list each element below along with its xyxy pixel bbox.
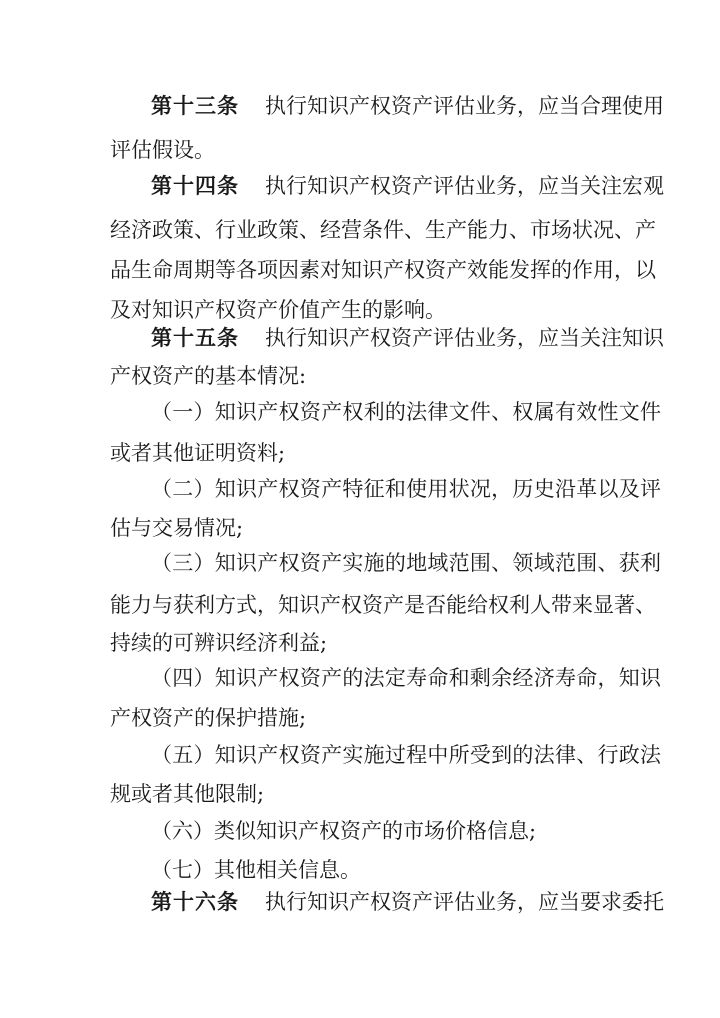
list-item-3-line-1: （三）知识产权资产实施的地域范围、领域范围、获利	[151, 551, 661, 575]
list-item-2-line-1: （二）知识产权资产特征和使用状况，历史沿革以及评	[151, 477, 661, 501]
article-15-text-1: 执行知识产权资产评估业务，应当关注知识	[265, 326, 664, 350]
article-15-line-1	[151, 325, 664, 351]
list-item-4-line-2: 产权资产的保护措施;	[110, 706, 307, 730]
article-16-heading: 第十六条	[151, 890, 239, 914]
list-item-7-line-1: （七）其他相关信息。	[151, 858, 361, 882]
article-14-line-2: 经济政策、行业政策、经营条件、生产能力、市场状况、产	[110, 218, 656, 242]
list-item-3-line-2: 能力与获利方式，知识产权资产是否能给权利人带来显著、	[110, 593, 656, 617]
article-15-heading: 第十五条	[151, 326, 239, 350]
article-14-line-4: 及对知识产权资产价值产生的影响。	[110, 298, 446, 322]
article-14-text-1: 执行知识产权资产评估业务，应当关注宏观	[265, 174, 664, 198]
list-item-5-line-2: 规或者其他限制;	[110, 782, 265, 806]
article-15-line-2: 产权资产的基本情况:	[110, 364, 307, 388]
article-14-heading: 第十四条	[151, 174, 239, 198]
list-item-2-line-2: 估与交易情况;	[110, 516, 244, 540]
article-13-line-2: 评估假设。	[110, 138, 215, 162]
list-item-3-line-3: 持续的可辨识经济利益;	[110, 631, 328, 655]
list-item-6-line-1: （六）类似知识产权资产的市场价格信息;	[151, 819, 537, 843]
list-item-1-line-1: （一）知识产权资产权利的法律文件、权属有效性文件	[151, 400, 661, 424]
article-13-text-1: 执行知识产权资产评估业务，应当合理使用	[265, 94, 664, 118]
article-16-line-1	[151, 889, 664, 915]
article-14-line-3: 品生命周期等各项因素对知识产权资产效能发挥的作用，以	[110, 258, 656, 282]
article-16-text-1: 执行知识产权资产评估业务，应当要求委托	[265, 890, 664, 914]
list-item-1-line-2: 或者其他证明资料;	[110, 441, 286, 465]
article-13-heading: 第十三条	[151, 94, 239, 118]
list-item-4-line-1: （四）知识产权资产的法定寿命和剩余经济寿命，知识	[151, 666, 661, 690]
list-item-5-line-1: （五）知识产权资产实施过程中所受到的法律、行政法	[151, 743, 661, 767]
article-13-line-1	[151, 93, 664, 119]
article-14-line-1	[151, 173, 664, 199]
